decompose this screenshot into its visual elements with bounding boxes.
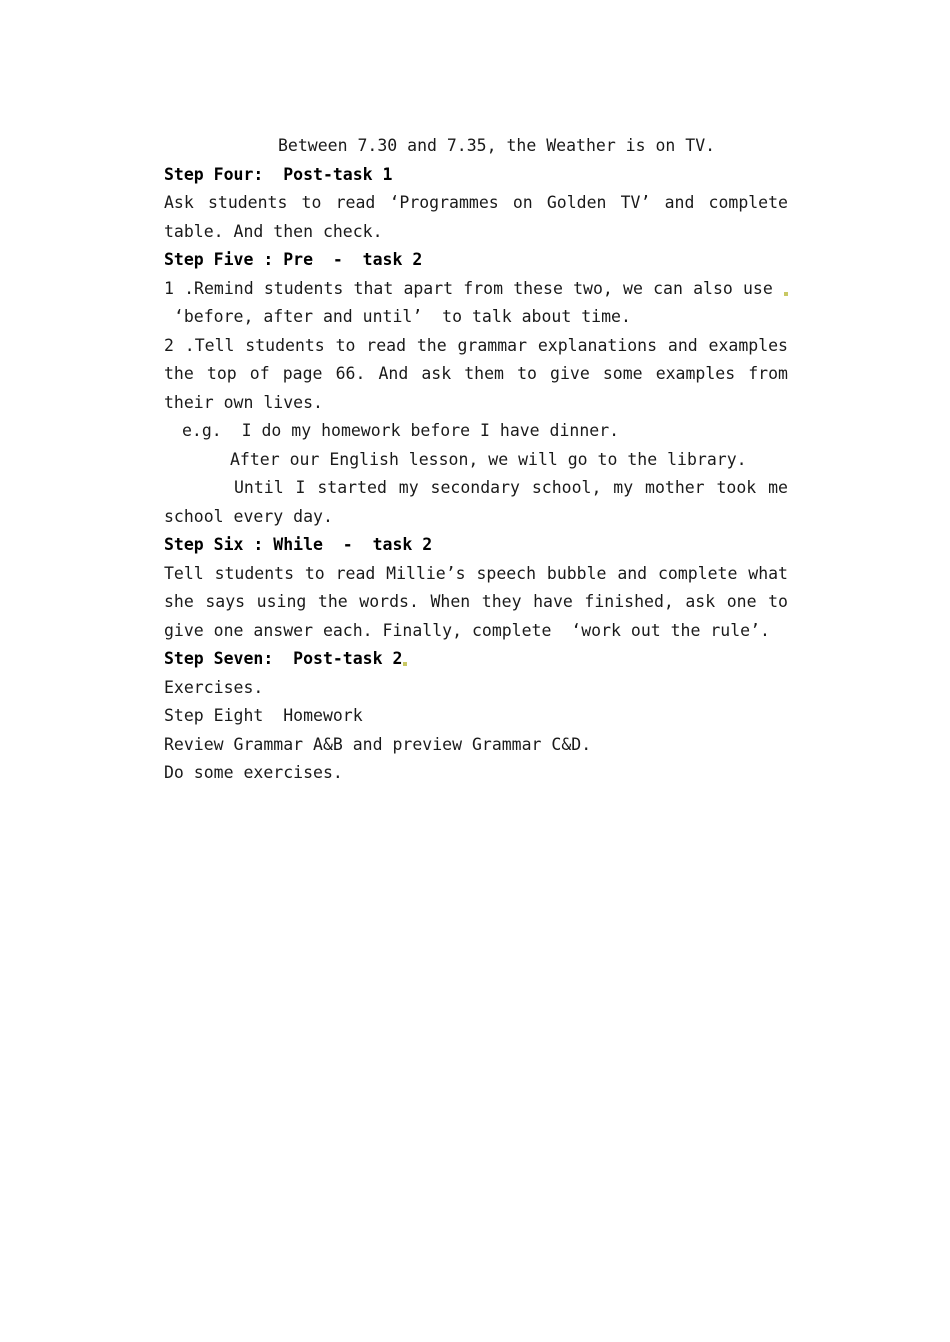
example-line: After our English lesson, we will go to the library.: [230, 449, 747, 469]
text-line: Tell students to read Millie’s speech bubble and complete what: [164, 563, 788, 583]
text-line: Exercises.: [164, 677, 264, 697]
document-page: [164, 132, 788, 788]
text-line: she says using the words. When they have finished, ask one to: [164, 592, 788, 611]
margin-mark: [784, 292, 788, 296]
text-line: 2 .Tell students to read the grammar explanations and examples: [164, 335, 788, 355]
margin-mark: [403, 662, 407, 666]
step-five-heading: Step Five : Pre - task 2: [164, 250, 423, 269]
text-line: give one answer each. Finally, complete ‘work out the rule’.: [164, 620, 770, 640]
text-line: Ask students to read ‘Programmes on Golden TV’ and complete: [164, 193, 788, 212]
text-line: their own lives.: [164, 392, 323, 412]
text-line-content: 1 .Remind students that apart from these two, we can also use: [164, 278, 773, 298]
text-line: Review Grammar A&B and preview Grammar C&D.: [164, 734, 592, 754]
text-line: Between 7.30 and 7.35, the Weather is on TV.: [278, 136, 716, 155]
example-line: Until I started my secondary school, my mother took me: [234, 478, 788, 497]
text-line: school every day.: [164, 506, 333, 526]
example-line: e.g. I do my homework before I have dinner.: [182, 421, 620, 440]
step-four-heading: Step Four: Post-task 1: [164, 164, 393, 184]
step-seven-heading: [164, 645, 788, 674]
step-six-heading: Step Six : While - task 2: [164, 535, 433, 554]
text-line: [164, 275, 788, 304]
step-eight-heading: Step Eight Homework: [164, 706, 363, 725]
text-line: Do some exercises.: [164, 763, 343, 782]
text-line: ‘before, after and until’ to talk about time.: [164, 307, 631, 326]
text-line: table. And then check.: [164, 221, 383, 241]
text-line: the top of page 66. And ask them to give some examples from: [164, 364, 788, 383]
step-seven-heading-text: Step Seven: Post-task 2: [164, 649, 403, 668]
